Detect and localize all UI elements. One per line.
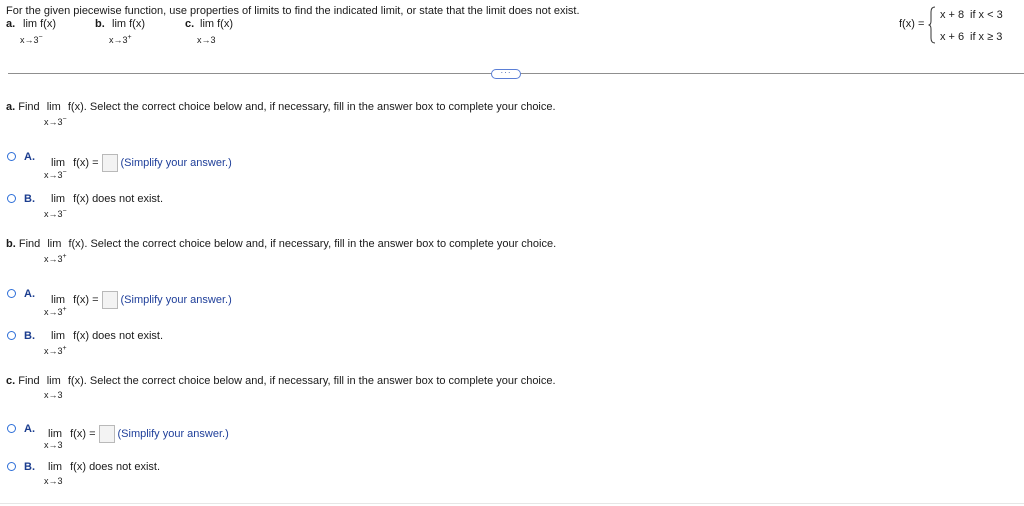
bottom-divider [0,503,1024,504]
section-b-choice-b-radio[interactable] [7,331,16,340]
section-b-prompt-sub: x→3+ [44,253,67,264]
section-b-prompt: b. Find lim f(x). Select the correct choice below and, if necessary, fill in the answer box to complete your choice. [6,238,557,250]
section-c-answer-box[interactable] [99,425,115,443]
section-a-choice-a: lim f(x) = (Simplify your answer.) [51,154,232,172]
section-c-choice-a-radio[interactable] [7,424,16,433]
section-b-choice-b-letter: B. [24,330,35,342]
part-c-label: c. [185,18,195,30]
section-a-choice-a-letter: A. [24,151,35,163]
part-a-sub: x→3− [20,34,43,45]
section-b-choice-a-letter: A. [24,288,35,300]
section-a-choice-b: lim f(x) does not exist. [51,193,163,205]
section-b-choice-b: lim f(x) does not exist. [51,330,163,342]
section-b-answer-box[interactable] [102,291,118,309]
section-a-choice-b-radio[interactable] [7,194,16,203]
section-a-answer-box[interactable] [102,154,118,172]
section-a-choice-a-sub: x→3− [44,169,67,180]
piece-2-expr: x + 6 [940,31,965,43]
section-c-choice-b-sub: x→3 [44,476,63,486]
section-c-prompt: c. Find lim f(x). Select the correct choice below and, if necessary, fill in the answer box to complete your choice. [6,375,556,387]
part-b-sub: x→3+ [109,34,132,45]
section-a-prompt-sub: x→3− [44,116,67,127]
section-b-choice-b-sub: x→3+ [44,345,67,356]
section-c-choice-b-letter: B. [24,461,35,473]
section-c-choice-b: lim f(x) does not exist. [48,461,160,473]
section-c-choice-b-radio[interactable] [7,462,16,471]
section-b-choice-a-sub: x→3+ [44,306,67,317]
piece-1-cond: if x < 3 [970,9,1003,21]
section-a-choice-b-letter: B. [24,193,35,205]
section-c-prompt-sub: x→3 [44,390,63,400]
piece-2-cond: if x ≥ 3 [970,31,1003,43]
more-button[interactable]: ··· [491,69,521,79]
part-a-lim: lim f(x) [23,18,56,30]
section-a-choice-a-radio[interactable] [7,152,16,161]
section-c-choice-a-sub: x→3 [44,440,63,450]
piece-1-expr: x + 8 [940,9,965,21]
section-a-choice-b-sub: x→3− [44,208,67,219]
part-c-sub: x→3 [197,35,216,45]
brace-icon [928,6,936,44]
section-b-choice-a-radio[interactable] [7,289,16,298]
section-a-prompt: a. Find lim f(x). Select the correct choice below and, if necessary, fill in the answer box to complete your choice. [6,101,556,113]
function-name: f(x) = [899,18,925,30]
part-c-lim: lim f(x) [200,18,233,30]
section-c-choice-a: lim f(x) = (Simplify your answer.) [48,425,229,443]
question-intro: For the given piecewise function, use properties of limits to find the indicated limit, or state that the limit does not exist. [6,5,580,17]
section-b-choice-a: lim f(x) = (Simplify your answer.) [51,291,232,309]
section-c-choice-a-letter: A. [24,423,35,435]
part-b-lim: lim f(x) [112,18,145,30]
part-a-label: a. [6,18,16,30]
part-b-label: b. [95,18,105,30]
